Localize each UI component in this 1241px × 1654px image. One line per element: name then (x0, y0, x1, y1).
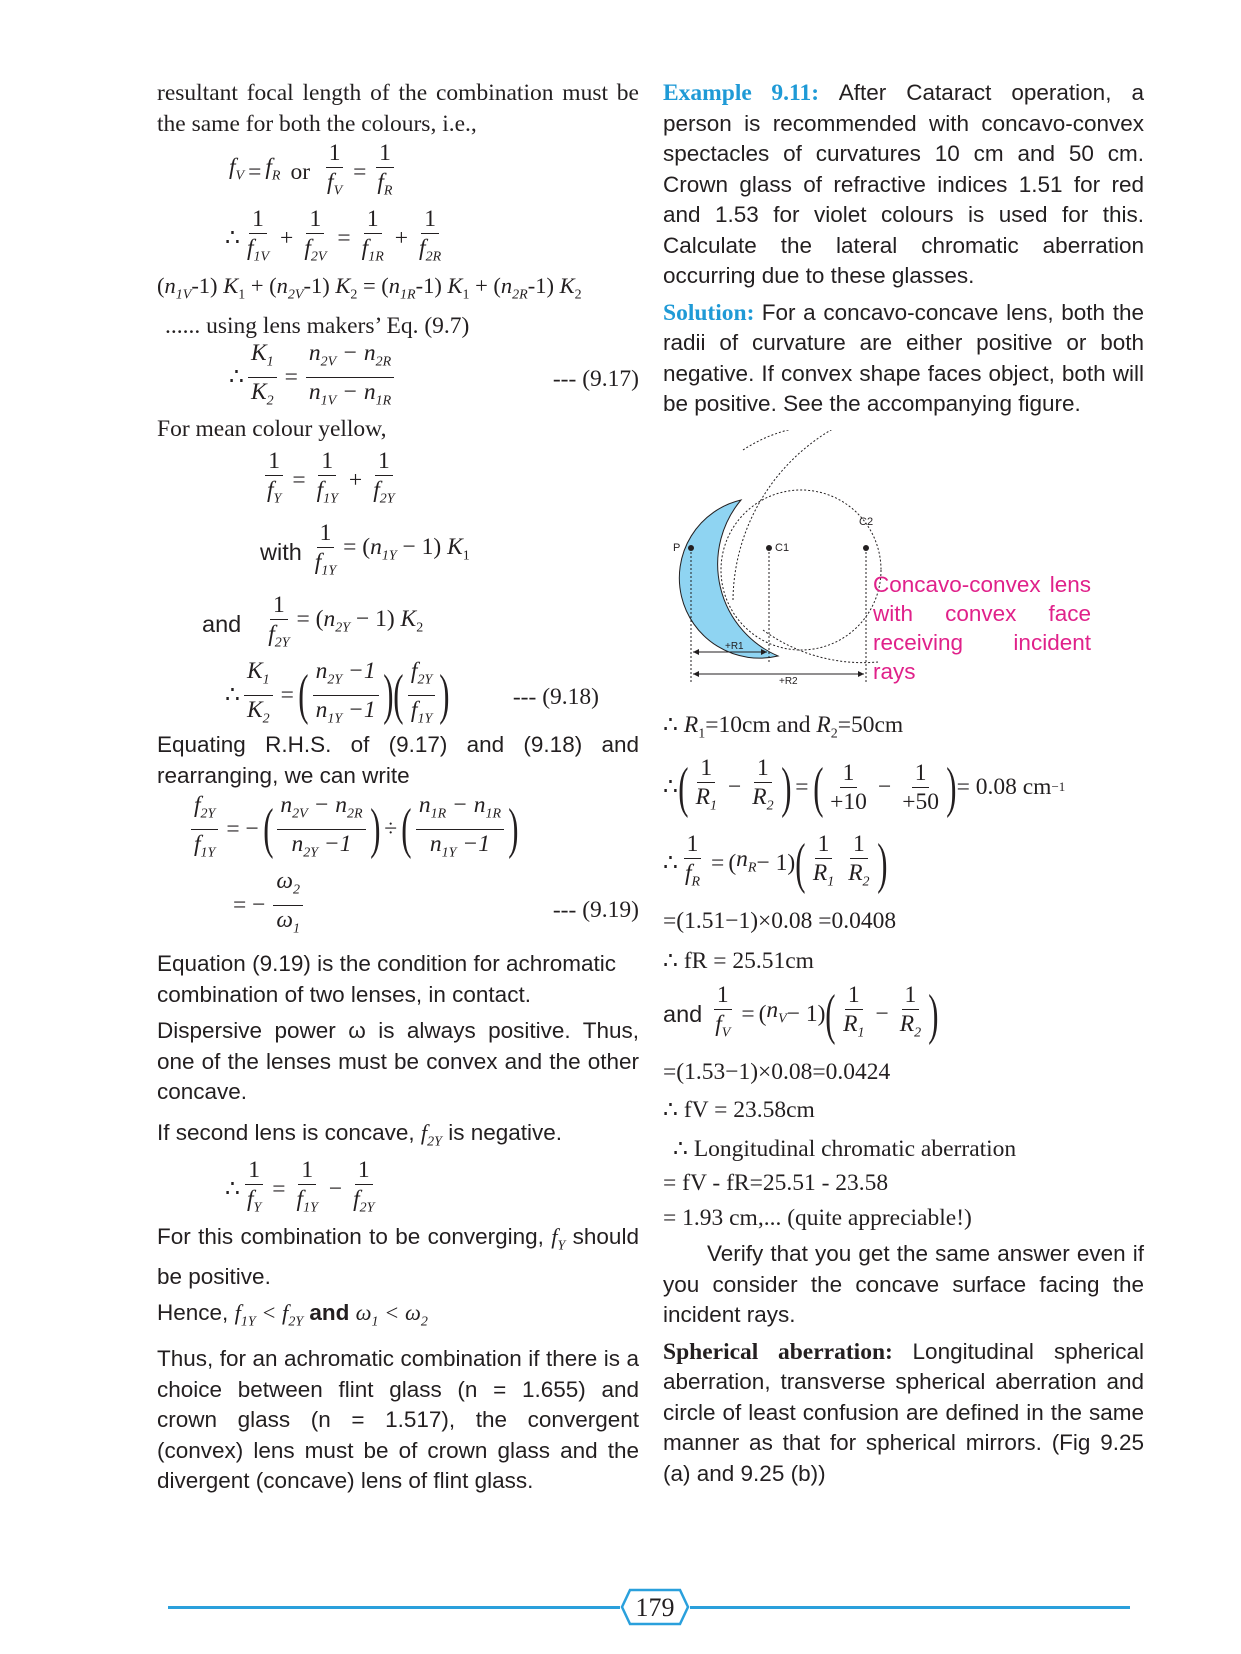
eq-number-918: --- (9.18) (512, 684, 599, 710)
solution-label: Solution: (663, 299, 755, 326)
figure-caption: Concavo-convex lens with convex face receiving incident rays (873, 571, 1091, 684)
page-number-badge (620, 1588, 690, 1626)
label-r2: +R2 (779, 675, 798, 687)
eq-number-917: --- (9.17) (552, 365, 639, 392)
mean-colour-text: For mean colour yellow, (157, 415, 387, 442)
label-c1: C1 (775, 541, 790, 554)
lens-makers-ref: ...... using lens makers’ Eq. (9.7) (165, 313, 470, 339)
intro-paragraph: resultant focal length of the combination must be the same for both the colours, i.e., (157, 80, 639, 137)
equation-curvature: ∴ ( $\frac{1}{R_1}$ − $\frac{1}{R_2}$ ) = ( $\frac{1}{+10}$ − $\frac{1}{+50}$ ) = 0.08 cm −1 (663, 755, 1066, 819)
equation-918: ∴ $\frac{K_1}{K_2}$ = ( $\frac{n_{2Y} -1}{n_{1Y} -1}$ ) ( $\frac{f_{2Y}}{f_{1Y}}$ ) --- (9.18) (225, 657, 599, 727)
equation-with-f1y: with $\frac{1}{f_{1Y}}$ = $(n_{1Y} - 1)$ $K_1$ (260, 519, 470, 579)
label-c2: C2 (859, 515, 874, 528)
calc-violet: =(1.53−1)×0.08=0.0424 (663, 1058, 891, 1085)
eq-number-919: --- (9.19) (552, 897, 639, 923)
label-r1: +R1 (725, 640, 744, 652)
second-concave-text: If second lens is concave, $f_{2Y}$ is negative. (157, 1119, 563, 1149)
equation-fv-fr: $f_V$ = $f_R$ or $\frac{1}{f_V}$ = $\frac{1}{f_R}$ (229, 139, 393, 199)
left-column (157, 78, 639, 1497)
verify-text: Verify that you get the same answer even if you consider the concave surface facing the incident rays. (663, 1241, 1144, 1328)
equation-fy: $\frac{1}{f_Y}$ = $\frac{1}{f_{1Y}}$ + $\frac{1}{f_{2Y}}$ (267, 447, 395, 507)
equation-ratio: $\frac{f_{2Y}}{f_{1Y}}$ = − ( $\frac{n_{2V} - n_{2R}}{n_{2Y} -1}$ ) ÷ ( $\frac{n_{1R} - n_{1R}}{n_{1Y} -1}$ ) (157, 791, 639, 867)
dispersive-text: Dispersive power ω is always positive. Thus, one of the lenses must be convex and the other concave. (157, 1018, 639, 1104)
condition-text: Equation (9.19) is the condition for achromatic combination of two lenses, in contact. (157, 951, 616, 1007)
example-paragraph: Example 9.11: After Cataract operation, a person is recommended with concavo-convex spectacles of curvatures 10 cm and 50 cm. Crown glass of refractive indices 1.51 for red and 1.53 for violet colours is used for this. Calculate the lateral chromatic aberration occurring due to these glasses. (663, 80, 1144, 288)
equation-and-f2y: and $\frac{1}{f_{2Y}}$ = $(n_{2Y} - 1)$ $K_2$ (202, 591, 424, 651)
spherical-label: Spherical aberration: (663, 1338, 893, 1365)
r-values: ∴ $R_1=10cm$ and $R_2=50cm$ (663, 711, 904, 742)
equation-sum-focal: ∴ $\frac{1}{f_{1V}}$ + $\frac{1}{f_{2V}}$ = $\frac{1}{f_{1R}}$ + $\frac{1}{f_{2R}}$ (225, 205, 442, 265)
lens-figure (663, 430, 1144, 710)
equation-919: = − $\frac{\omega_2}{\omega_1}$ --- (9.19) (233, 867, 639, 937)
footer-line-left (168, 1606, 620, 1609)
with-label: with (260, 538, 302, 565)
achromatic-conclusion: Thus, for an achromatic combination if there is a choice between flint glass (n = 1.655) and crown glass (n = 1.517), the convergent (convex) lens must be of crown glass and the divergent (concave) lens of flint glass. (157, 1346, 639, 1493)
footer-line-right (690, 1606, 1130, 1609)
equation-fr: ∴ $\frac{1}{f_R}$ = ( $n_R$ − 1) ( $\frac{1}{R_1}$ $\frac{1}{R_2}$ ) (663, 831, 888, 895)
equation-fy-diff: ∴ $\frac{1}{f_Y}$ = $\frac{1}{f_{1Y}}$ − $\frac{1}{f_{2Y}}$ (225, 1157, 375, 1216)
aberration-value: = 1.93 cm,... (quite appreciable!) (663, 1204, 972, 1231)
hence-text: Hence, $f_{1Y} < f_{2Y}$ and $\omega_1 < \omega_2$ (157, 1300, 428, 1330)
result-008: = 0.08 cm (956, 774, 1052, 801)
right-column (663, 78, 1144, 1489)
solution-paragraph: Solution: For a concavo-concave lens, both the radii of curvature are either positive or both negative. If convex shape faces object, both will be positive. See the accompanying figure. (663, 299, 1145, 416)
equating-text: Equating R.H.S. of (9.17) and (9.18) and rearranging, we can write (157, 732, 639, 788)
fr-result: ∴ fR = 25.51cm (663, 948, 814, 975)
longitudinal-text: ∴ Longitudinal chromatic aberration (673, 1135, 1017, 1162)
example-label: Example 9.11: (663, 80, 820, 106)
equation-lens-makers: $(n_{1V}-1) K_1 + (n_{2V}-1) K_2 = (n_{1R}-1) K_1 + (n_{2R}-1)$ $K_2$ (157, 273, 582, 303)
difference-text: = fV - fR=25.51 - 23.58 (663, 1170, 889, 1197)
fv-result: ∴ fV = 23.58cm (663, 1097, 815, 1124)
equation-fv: and $\frac{1}{f_V}$ = ( $n_V$ − 1) ( $\frac{1}{R_1}$ − $\frac{1}{R_2}$ ) (663, 982, 939, 1046)
and-label: and (202, 610, 242, 637)
converging-text: For this combination to be converging, $f_Y$ should be positive. (157, 1223, 639, 1289)
equation-917: ∴ $\frac{K_1}{K_2}$ = $\frac{n_{2V} - n_{2R}}{n_{1V} - n_{1R}}$ --- (9.17) (229, 340, 639, 409)
spherical-paragraph: Spherical aberration: Longitudinal spherical aberration, transverse spherical aberration and circle of least confusion are defined in the same manner as that for spherical mirrors. (Fig 9.25 (a) and 9.25 (b)) (663, 1338, 1145, 1486)
calc-red: =(1.51−1)×0.08 =0.0408 (663, 907, 897, 934)
page-number: 179 (635, 1593, 675, 1622)
label-p: P (673, 541, 681, 554)
lens-shape (679, 500, 778, 658)
